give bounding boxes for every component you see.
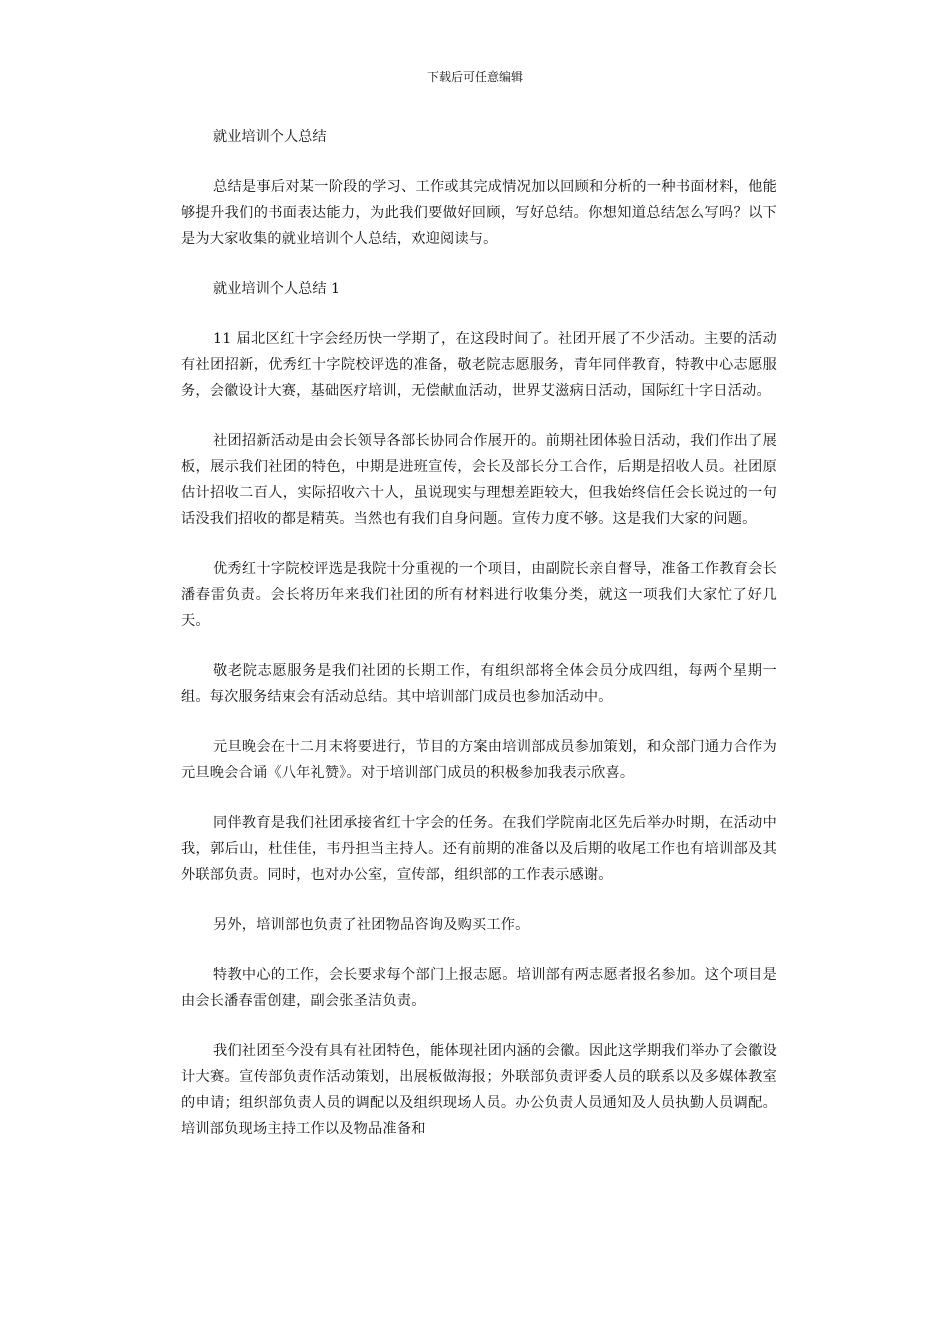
paragraph-3: 优秀红十字院校评选是我院十分重视的一个项目，由副院长亲自督导，准备工作教育会长潘春雷负责。会长将历年来我们社团的所有材料进行收集分类，就这一项我们大家忙了好几天。	[181, 561, 777, 629]
intro-paragraph: 总结是事后对某一阶段的学习、工作或其完成情况加以回顾和分析的一种书面材料，他能够提升我们的书面表达能力，为此我们要做好回顾，写好总结。你想知道总结怎么写吗？以下是为大家收集的就业培训个人总结，欢迎阅读与。	[181, 179, 777, 247]
section-title: 就业培训个人总结 1	[213, 281, 341, 297]
paragraph-9: 我们社团至今没有具有社团特色，能体现社团内涵的会徽。因此这学期我们举办了会徽设计大赛。宣传部负责作活动策划，出展板做海报；外联部负责评委人员的联系以及多媒体教室的申请；组织部负责人员的调配以及组织现场人员。办公负责人员通知及人员执勤人员调配。培训部负现场主持工作以及物品准备和	[181, 1043, 777, 1137]
paragraph-1: 11 届北区红十字会经历快一学期了，在这段时间了。社团开展了不少活动。主要的活动有社团招新，优秀红十字院校评选的准备，敬老院志愿服务，青年同伴教育，特教中心志愿服务，会徽设计大赛，基础医疗培训，无偿献血活动，世界艾滋病日活动，国际红十字日活动。	[181, 331, 777, 399]
document-title: 就业培训个人总结	[213, 129, 327, 145]
paragraph-7: 另外，培训部也负责了社团物品咨询及购买工作。	[213, 917, 530, 933]
paragraph-6: 同伴教育是我们社团承接省红十字会的任务。在我们学院南北区先后举办时期，在活动中我，郭后山，杜佳佳，韦丹担当主持人。还有前期的准备以及后期的收尾工作也有培训部及其外联部负责。同时，也对办公室，宣传部，组织部的工作表示感谢。	[181, 815, 777, 883]
document-body	[181, 124, 777, 1166]
paragraph-5: 元旦晚会在十二月末将要进行，节目的方案由培训部成员参加策划，和众部门通力合作为元旦晚会合诵《八年礼赞》。对于培训部门成员的积极参加我表示欣喜。	[181, 739, 777, 781]
download-note: 下载后可任意编辑	[426, 70, 523, 84]
paragraph-2: 社团招新活动是由会长领导各部长协同合作展开的。前期社团体验日活动，我们作出了展板，展示我们社团的特色，中期是进班宣传，会长及部长分工合作，后期是招收人员。社团原估计招收二百人，实际招收六十人，虽说现实与理想差距较大，但我始终信任会长说过的一句话没我们招收的都是精英。当然也有我们自身问题。宣传力度不够。这是我们大家的问题。	[181, 433, 777, 527]
paragraph-4: 敬老院志愿服务是我们社团的长期工作，有组织部将全体会员分成四组，每两个星期一组。每次服务结束会有活动总结。其中培训部门成员也参加活动中。	[181, 663, 777, 705]
paragraph-8: 特教中心的工作，会长要求每个部门上报志愿。培训部有两志愿者报名参加。这个项目是由会长潘春雷创建，副会张圣洁负责。	[181, 967, 777, 1009]
